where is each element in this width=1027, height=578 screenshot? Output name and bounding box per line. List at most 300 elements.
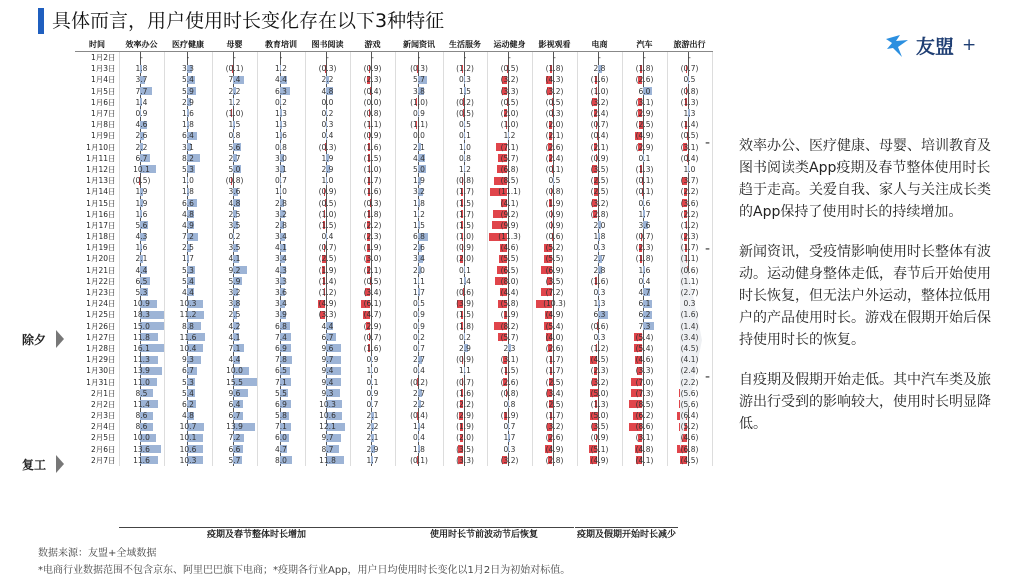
data-grid [75,38,713,466]
cell-value: 1.8 [135,64,148,74]
column-header: 旅游出行 [667,38,712,52]
cell-value: (2.5) [545,399,564,409]
value-cell [395,231,443,242]
cell-value: 1.2 [503,131,516,141]
value-cell [667,86,712,97]
cell-value: - [417,53,421,63]
value-cell [305,343,350,354]
cell-value: 0.3 [321,120,334,130]
value-cell [305,376,350,387]
cell-value: - [279,53,283,63]
cell-value: (4.6) [500,243,519,253]
date-cell: 1月18日 [75,231,119,242]
value-cell [164,410,212,421]
value-cell [577,399,622,410]
cell-value: (1.6) [590,276,609,286]
value-cell [443,119,487,130]
cell-value: (4.9) [590,455,609,465]
value-cell [532,365,577,376]
value-cell [305,186,350,197]
value-cell [212,321,257,332]
cell-value: 5.9 [182,86,194,96]
value-cell [164,209,212,220]
value-cell [257,74,305,85]
group-labels [75,527,678,543]
value-cell [622,74,667,85]
bullet-text: 自疫期及假期开始走低。其中汽车类及旅游出行受到的影响较大，使用时长明显降低。 [739,372,991,432]
value-cell [305,455,350,466]
cell-value: 4.4 [228,355,241,365]
cell-value: 3.4 [275,254,287,264]
cell-value: (0.5) [680,131,699,141]
cell-value: (0.4) [590,131,609,141]
cell-value: (0.9) [363,64,382,74]
value-cell [212,399,257,410]
value-cell [487,265,532,276]
table-row [75,186,712,197]
value-cell [532,153,577,164]
cell-value: 0.5 [683,75,696,85]
value-cell [577,119,622,130]
cell-value: (2.9) [363,321,382,331]
cell-value: (0.7) [635,232,654,242]
cell-value: 10.0 [226,366,243,376]
cell-value: (0.4) [410,411,428,421]
cell-value: 8.5 [135,388,148,398]
value-cell [622,153,667,164]
cell-value: (3.7) [680,176,699,186]
bullet-item [705,241,1027,351]
value-cell [577,444,622,455]
table-row [75,209,712,220]
cell-value: (1.7) [456,187,474,197]
value-cell [212,63,257,74]
cell-value: (2.4) [590,109,609,119]
cell-value: 11.3 [133,355,150,365]
value-cell [257,298,305,309]
cell-value: 1.4 [135,97,148,107]
cell-value: 13.6 [133,444,150,454]
cell-value: (2.5) [590,187,609,197]
cell-value: 0.8 [459,153,471,163]
value-cell [532,276,577,287]
cell-value: (5.4) [545,321,564,331]
value-cell [622,365,667,376]
cell-value: 0.3 [503,444,516,454]
value-cell [487,242,532,253]
value-cell [164,432,212,443]
value-cell [577,343,622,354]
value-cell [257,86,305,97]
cell-value: (4.9) [318,299,337,309]
cell-value: (0.7) [456,377,474,387]
cell-value: (0.6) [456,288,474,298]
cell-value: 5.4 [182,276,194,286]
cell-value: (0.1) [635,187,654,197]
value-cell [487,253,532,264]
value-cell [164,242,212,253]
cell-value: - [643,53,646,63]
value-cell [164,287,212,298]
value-cell [257,209,305,220]
cell-value: (1.8) [456,321,474,331]
cell-value: (0.1) [410,455,428,465]
cell-value: 16.1 [133,343,150,353]
table-row [75,376,712,387]
cell-value: (5.8) [500,299,519,309]
cell-value: 7.4 [275,332,287,342]
value-cell [119,276,164,287]
value-cell [487,86,532,97]
value-cell [577,253,622,264]
cell-value: 12.1 [319,422,336,432]
cell-value: 15.0 [133,321,150,331]
value-cell [305,74,350,85]
cell-value: 2.6 [135,131,148,141]
value-cell [164,253,212,264]
value-cell [212,86,257,97]
value-cell [487,164,532,175]
value-cell [350,52,395,64]
cell-value: (8.5) [635,399,654,409]
value-cell [532,399,577,410]
value-cell [119,153,164,164]
cell-value: - [463,53,467,63]
value-cell [164,265,212,276]
value-cell [487,63,532,74]
value-cell [443,153,487,164]
value-cell [395,432,443,443]
value-cell [577,63,622,74]
cell-value: (5.0) [590,388,609,398]
value-cell [305,321,350,332]
cell-value: 5.6 [135,220,148,230]
value-cell [622,164,667,175]
cell-value: (1.5) [456,220,474,230]
cell-value: (8.5) [500,176,519,186]
cell-value: (1.0) [225,109,244,119]
cell-value: (2.3) [590,366,609,376]
cell-value: (1.5) [456,198,474,208]
cell-value: 8.8 [182,321,194,331]
cell-value: (2.0) [500,109,519,119]
value-cell [257,343,305,354]
cell-value: (1.2) [680,220,699,230]
cell-value: (5.4) [635,332,654,342]
value-cell [622,97,667,108]
cell-value: 6.4 [228,399,241,409]
cell-value: (5.6) [680,399,699,409]
value-cell [212,265,257,276]
cell-value: 0.9 [366,355,379,365]
cell-value: 5.4 [182,75,194,85]
cell-value: 1.2 [459,164,471,174]
value-cell [395,175,443,186]
bullet-dash: - [705,135,711,151]
value-cell [532,444,577,455]
cell-value: (0.9) [456,243,474,253]
cell-value: 1.2 [413,209,425,219]
value-cell [443,175,487,186]
cell-value: 10.7 [179,422,197,432]
value-cell [395,309,443,320]
cell-value: 3.4 [275,299,287,309]
value-cell [119,142,164,153]
cell-value: 5.6 [228,142,241,152]
cell-value: 4.3 [135,232,148,242]
cell-value: (4.9) [635,131,654,141]
cell-value: (0.5) [318,198,337,208]
value-cell [532,410,577,421]
value-cell [119,321,164,332]
value-cell [119,365,164,376]
value-cell [119,130,164,141]
cell-value: 5.3 [182,164,194,174]
cell-value: (2.2) [680,187,699,197]
value-cell [257,220,305,231]
date-cell: 1月24日 [75,298,119,309]
marker-label: 复工 [22,457,47,472]
cell-value: (3.1) [680,142,699,152]
cell-value: 4.4 [413,153,425,163]
marker-arrow-icon [56,455,64,473]
value-cell [257,410,305,421]
value-cell [622,186,667,197]
cell-value: (1.5) [363,153,382,163]
value-cell [395,63,443,74]
value-cell [487,444,532,455]
value-cell [395,119,443,130]
value-cell [164,298,212,309]
value-cell [532,421,577,432]
value-cell [164,421,212,432]
cell-value: (0.3) [410,64,428,74]
value-cell [395,332,443,343]
value-cell [119,265,164,276]
cell-value: 0.1 [459,265,471,275]
cell-value: 1.6 [135,243,148,253]
cell-value: (1.8) [635,64,654,74]
value-cell [257,332,305,343]
cell-value: (4.6) [680,433,699,443]
date-cell: 1月21日 [75,265,119,276]
cell-value: 6.2 [182,399,194,409]
value-cell [395,220,443,231]
value-cell [119,186,164,197]
value-cell [119,343,164,354]
cell-value: 2.7 [413,355,425,365]
cell-value: (2.5) [590,176,609,186]
value-cell [532,321,577,332]
cell-value: (0.9) [545,220,564,230]
value-cell [443,388,487,399]
date-cell: 2月5日 [75,432,119,443]
cell-value: 1.8 [182,187,194,197]
cell-value: (3.1) [635,97,654,107]
value-cell [212,220,257,231]
cell-value: 6.8 [413,232,425,242]
cell-value: (10.3) [543,299,566,309]
cell-value: 0.8 [503,399,516,409]
value-cell [305,242,350,253]
cell-value: 4.8 [182,209,194,219]
cell-value: (2.6) [635,75,654,85]
cell-value: 5.0 [413,164,425,174]
value-cell [164,276,212,287]
date-cell: 1月29日 [75,354,119,365]
cell-value: 3.0 [275,153,287,163]
cell-value: 2.8 [593,265,606,275]
value-cell [305,164,350,175]
value-cell [257,186,305,197]
date-cell: 1月26日 [75,321,119,332]
value-cell [622,63,667,74]
value-cell [212,354,257,365]
value-cell [350,354,395,365]
cell-value: (3.1) [500,355,519,365]
cell-value: 1.0 [366,366,379,376]
value-cell [487,365,532,376]
cell-value: 0.2 [459,332,471,342]
value-cell [350,432,395,443]
cell-value: (2.9) [635,109,654,119]
value-cell [119,164,164,175]
value-cell [257,321,305,332]
cell-value: (8.2) [500,321,519,331]
group-label: 疫期及春节整体时长增加 [119,527,394,542]
bullet-text: 新闻资讯，受疫情影响使用时长整体有波动。运动健身整体走低，春节后开始使用时长恢复，但无法户外运动，整体拉低用户的产品使用时长。游戏在假期开始后保持使用时长的恢复。 [739,244,991,348]
cell-value: 1.6 [182,109,194,119]
value-cell [395,86,443,97]
cell-value: 3.7 [135,75,148,85]
value-cell [119,455,164,466]
logo-plus: + [962,35,977,55]
marker-fugong [22,455,64,473]
cell-value: - [688,53,691,63]
value-cell [119,287,164,298]
value-cell [350,455,395,466]
cell-value: (2.2) [680,377,699,387]
value-cell [532,164,577,175]
value-cell [395,164,443,175]
value-cell [532,432,577,443]
cell-value: 11.8 [319,455,336,465]
cell-value: 1.9 [135,198,148,208]
value-cell [350,97,395,108]
value-cell [212,119,257,130]
value-cell [257,130,305,141]
cell-value: (6.8) [500,164,519,174]
value-cell [305,142,350,153]
value-cell [487,97,532,108]
value-cell [119,220,164,231]
cell-value: 1.8 [413,444,425,454]
cell-value: 3.2 [275,209,287,219]
cell-value: 3.2 [228,288,241,298]
cell-value: (5.7) [500,153,519,163]
date-cell: 1月15日 [75,197,119,208]
value-cell [622,287,667,298]
value-cell [350,287,395,298]
cell-value: 2.5 [228,209,241,219]
value-cell [622,399,667,410]
cell-value: (9.2) [500,209,519,219]
value-cell [577,321,622,332]
cell-value: 1.0 [275,187,287,197]
cell-value: (3.2) [590,97,609,107]
value-cell [119,52,164,64]
value-cell [119,108,164,119]
cell-value: 5.7 [228,455,241,465]
cell-value: (0.9) [545,209,564,219]
date-cell: 2月1日 [75,388,119,399]
footnote: *电商行业数据范围不包含京东、阿里巴巴旗下电商；*疫期各行业App，用户日均使用时长变化以1月2日为初始对标值。 [38,565,571,576]
value-cell [532,63,577,74]
value-cell [577,276,622,287]
value-cell [257,399,305,410]
value-cell [532,175,577,186]
column-header: 游戏 [350,38,395,52]
value-cell [487,455,532,466]
value-cell [443,253,487,264]
column-header: 电商 [577,38,622,52]
cell-value: (2.4) [680,366,699,376]
cell-value: 5.7 [413,75,425,85]
value-cell [305,332,350,343]
value-cell [164,388,212,399]
value-cell [532,86,577,97]
value-cell [622,142,667,153]
cell-value: 0.9 [135,109,148,119]
value-cell [532,220,577,231]
column-header: 生活服务 [443,38,487,52]
value-cell [622,175,667,186]
value-cell [667,52,712,64]
value-cell [395,321,443,332]
cell-value: (2.3) [680,232,699,242]
value-cell [164,321,212,332]
value-cell [532,119,577,130]
cell-value: (0.3) [318,142,337,152]
cell-value: 2.8 [593,64,606,74]
cell-value: 4.1 [228,332,241,342]
value-cell [305,220,350,231]
cell-value: (1.5) [318,220,337,230]
cell-value: (0.8) [225,176,244,186]
cell-value: (6.9) [545,265,564,275]
cell-value: 4.8 [182,411,194,421]
cell-value: (2.6) [545,142,564,152]
value-cell [443,130,487,141]
cell-value: (0.3) [318,64,337,74]
cell-value: (2.6) [500,377,519,387]
cell-value: - [371,53,374,63]
cell-value: (1.3) [590,399,609,409]
cell-value: 4.2 [228,321,241,331]
cell-value: 1.8 [182,120,194,130]
value-cell [212,142,257,153]
cell-value: (8.6) [635,422,654,432]
cell-value: (0.7) [590,120,609,130]
cell-value: 18.3 [133,310,150,320]
cell-value: 3.5 [228,243,241,253]
value-cell [212,410,257,421]
date-cell: 1月17日 [75,220,119,231]
table-row [75,63,712,74]
cell-value: (5.1) [590,444,609,454]
value-cell [487,276,532,287]
cell-value: 3.5 [228,220,241,230]
